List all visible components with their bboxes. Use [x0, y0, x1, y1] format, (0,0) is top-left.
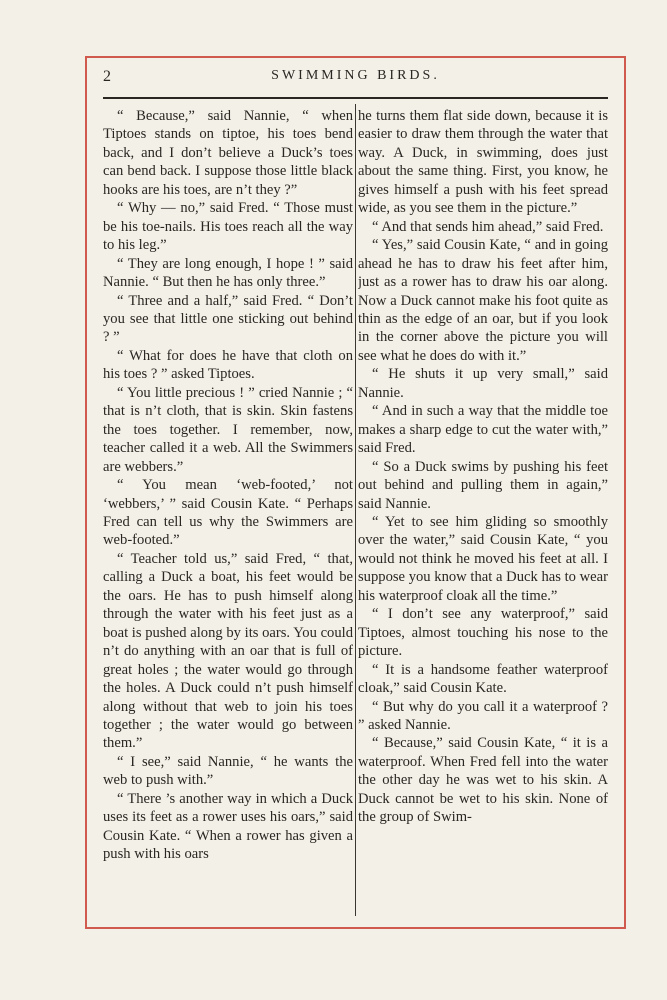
- paragraph: “ It is a handsome feather waterproof cloak,” said Cousin Kate.: [358, 661, 608, 697]
- paragraph: “ Yet to see him gliding so smoothly over the water,” said Cousin Kate, “ you would not think he moved his feet at all. I suppose you know that a Duck has to wear his waterproof cloak all the time.”: [358, 513, 608, 604]
- page-header: [103, 68, 608, 90]
- paragraph: “ But why do you call it a waterproof ? ” asked Nannie.: [358, 698, 608, 733]
- paragraph: “ Yes,” said Cousin Kate, “ and in going ahead he has to draw his feet after him, just as a rower has to draw his oar along. Now a Duck cannot make his foot quite as thin as the edge of an oar, but if you look in the corner above the picture you will see what he does do with it.”: [358, 237, 608, 364]
- paragraph: “ Three and a half,” said Fred. “ Don’t you see that little one sticking out behind ? ”: [103, 292, 353, 346]
- paragraph: “ What for does he have that cloth on his toes ? ” asked Tiptoes.: [103, 347, 353, 383]
- paragraph: “ They are long enough, I hope ! ” said Nannie. “ But then he has only three.”: [103, 255, 353, 291]
- paragraph-continued: he turns them flat side down, because it is easier to draw them through the water that way. A Duck, in swimming, does just about the same thing. First, you know, he gives himself a push with his feet spread wide, as you see them in the picture.”: [358, 108, 608, 217]
- running-title: SWIMMING BIRDS.: [271, 68, 440, 83]
- paragraph: “ You mean ‘web-footed,’ not ‘webbers,’ ” said Cousin Kate. “ Perhaps Fred can tell us why the Swimmers are web-footed.”: [103, 477, 353, 549]
- paragraph: “ And that sends him ahead,” said Fred.: [372, 218, 604, 235]
- paragraph: “ So a Duck swims by pushing his feet out behind and pulling them in again,” said Nannie.: [358, 458, 608, 512]
- header-rule: [103, 97, 608, 99]
- paragraph: “ Teacher told us,” said Fred, “ that, calling a Duck a boat, his feet would be the oars. He has to push himself along through the water with his feet just as a boat is pushed along by its oars. You could n’t do anything with an oar that is full of great holes ; the water would go through the holes. A Duck could n’t push himself along without that web to join his toes together ; the water would go between them.”: [103, 550, 353, 752]
- paragraph: “ I see,” said Nannie, “ he wants the web to push with.”: [103, 753, 353, 789]
- paragraph: “ I don’t see any waterproof,” said Tiptoes, almost touching his nose to the picture.: [358, 606, 608, 660]
- paragraph: “ He shuts it up very small,” said Nannie.: [358, 366, 608, 401]
- paragraph: “ Because,” said Cousin Kate, “ it is a waterproof. When Fred fell into the water the other day he was wet to his skin. A Duck cannot be wet to his skin. None of the group of Swim-: [358, 735, 608, 826]
- paragraph: “ Because,” said Nannie, “ when Tiptoes stands on tiptoe, his toes bend back, and I don’t believe a Duck’s toes can bend back. I suppose those little black hooks are his toes, are n’t they ?”: [103, 108, 353, 198]
- paragraph: “ And in such a way that the middle toe makes a sharp edge to cut the water with,” said Fred.: [358, 403, 608, 457]
- paragraph: “ Why — no,” said Fred. “ Those must be his toe-nails. His toes reach all the way to his leg.”: [103, 200, 353, 254]
- paragraph: “ You little precious ! ” cried Nannie ; “ that is n’t cloth, that is skin. Skin fastens the toes together. I remember, now, teacher called it a web. All the Swimmers are webbers.”: [103, 384, 353, 475]
- paragraph: “ There ’s another way in which a Duck uses its feet as a rower uses his oars,” said Cousin Kate. “ When a rower has given a push with his oars: [103, 790, 353, 863]
- page-number: 2: [103, 68, 111, 85]
- right-text-column: [358, 107, 608, 912]
- column-divider: [355, 104, 356, 916]
- left-text-column: [103, 107, 353, 912]
